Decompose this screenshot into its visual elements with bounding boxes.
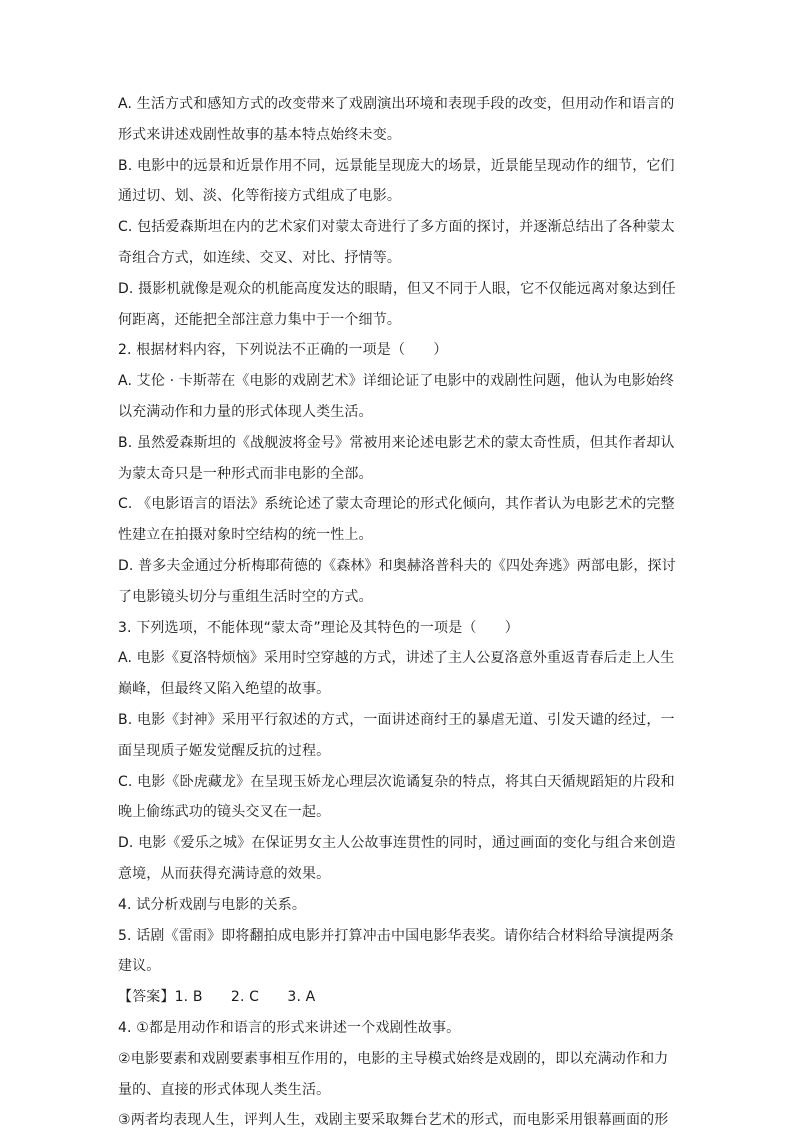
q2-option-d-line-1: D. 普多夫金通过分析梅耶荷德的《森林》和奥赫洛普科夫的《四处奔逃》两部电影，探讨 xyxy=(118,557,676,574)
q3-option-d-line-2: 意境，从而获得充满诗意的效果。 xyxy=(118,865,331,882)
answer-4-point-2-line-1: ②电影要素和戏剧要素事相互作用的，电影的主导模式始终是戏剧的，即以充满动作和力 xyxy=(118,1050,669,1067)
q2-option-d-line-2: 了电影镜头切分与重组生活时空的方式。 xyxy=(118,588,373,605)
q2-option-a-line-2: 以充满动作和力量的形式体现人类生活。 xyxy=(118,403,373,420)
document-body xyxy=(118,89,678,1136)
answer-4-point-1: 4. ①都是用动作和语言的形式来讲述一个戏剧性故事。 xyxy=(118,1019,461,1036)
answer-4-point-2-line-2: 量的、直接的形式体现人类生活。 xyxy=(118,1081,331,1098)
q2-option-c-line-1: C. 《电影语言的语法》系统论述了蒙太奇理论的形式化倾向，其作者认为电影艺术的完整 xyxy=(118,496,675,513)
question-2-stem: 2. 根据材料内容，下列说法不正确的一项是（ ） xyxy=(118,342,448,359)
option-b-line-2: 通过切、划、淡、化等衔接方式组成了电影。 xyxy=(118,188,401,205)
q2-option-b-line-2: 为蒙太奇只是一种形式而非电影的全部。 xyxy=(118,465,373,482)
option-d-line-1: D. 摄影机就像是观众的机能高度发达的眼睛，但又不同于人眼，它不仅能远离对象达到任 xyxy=(118,280,676,297)
answer-key: 【答案】1. B 2. C 3. A xyxy=(118,989,316,1006)
question-3-stem: 3. 下列选项，不能体现“蒙太奇”理论及其特色的一项是（ ） xyxy=(118,619,519,636)
question-4-stem: 4. 试分析戏剧与电影的关系。 xyxy=(118,896,307,913)
q3-option-a-line-2: 巅峰，但最终又陷入绝望的故事。 xyxy=(118,681,331,698)
option-c-line-1: C. 包括爱森斯坦在内的艺术家们对蒙太奇进行了多方面的探讨，并逐渐总结出了各种蒙太 xyxy=(118,219,675,236)
q2-option-a-line-1: A. 艾伦 · 卡斯蒂在《电影的戏剧艺术》详细论证了电影中的戏剧性问题，他认为电影始终 xyxy=(118,373,675,390)
question-5-stem-line-1: 5. 话剧《雷雨》即将翻拍成电影并打算冲击中国电影华表奖。请你结合材料给导演提两条 xyxy=(118,927,674,944)
q2-option-c-line-2: 性建立在拍摄对象时空结构的统一性上。 xyxy=(118,527,373,544)
option-a-line-1: A. 生活方式和感知方式的改变带来了戏剧演出环境和表现手段的改变，但用动作和语言的 xyxy=(118,96,675,112)
option-d-line-2: 何距离，还能把全部注意力集中于一个细节。 xyxy=(118,311,401,328)
q2-option-b-line-1: B. 虽然爱森斯坦的《战舰波将金号》常被用来论述电影艺术的蒙太奇性质，但其作者却认 xyxy=(118,434,675,451)
q3-option-b-line-2: 面呈现质子姬发觉醒反抗的过程。 xyxy=(118,742,331,759)
q3-option-a-line-1: A. 电影《夏洛特烦恼》采用时空穿越的方式，讲述了主人公夏洛意外重返青春后走上人生 xyxy=(118,650,675,667)
question-5-stem-line-2: 建议。 xyxy=(118,958,161,975)
q3-option-c-line-2: 晚上偷练武功的镜头交叉在一起。 xyxy=(118,804,331,821)
q3-option-d-line-1: D. 电影《爱乐之城》在保证男女主人公故事连贯性的同时，通过画面的变化与组合来创造 xyxy=(118,835,676,852)
answer-4-point-3-line-1: ③两者均表现人生，评判人生，戏剧主要采取舞台艺术的形式，而电影采用银幕画面的形 xyxy=(118,1112,669,1129)
option-b-line-1: B. 电影中的远景和近景作用不同，远景能呈现庞大的场景，近景能呈现动作的细节，它们 xyxy=(118,157,675,174)
option-c-line-2: 奇组合方式，如连续、交叉、对比、抒情等。 xyxy=(118,249,401,266)
q3-option-c-line-1: C. 电影《卧虎藏龙》在呈现玉娇龙心理层次诡谲复杂的特点，将其白天循规蹈矩的片段和 xyxy=(118,773,675,790)
q3-option-b-line-1: B. 电影《封神》采用平行叙述的方式，一面讲述商纣王的暴虐无道、引发天谴的经过，一 xyxy=(118,711,675,728)
option-a-line-2: 形式来讲述戏剧性故事的基本特点始终未变。 xyxy=(118,126,401,143)
